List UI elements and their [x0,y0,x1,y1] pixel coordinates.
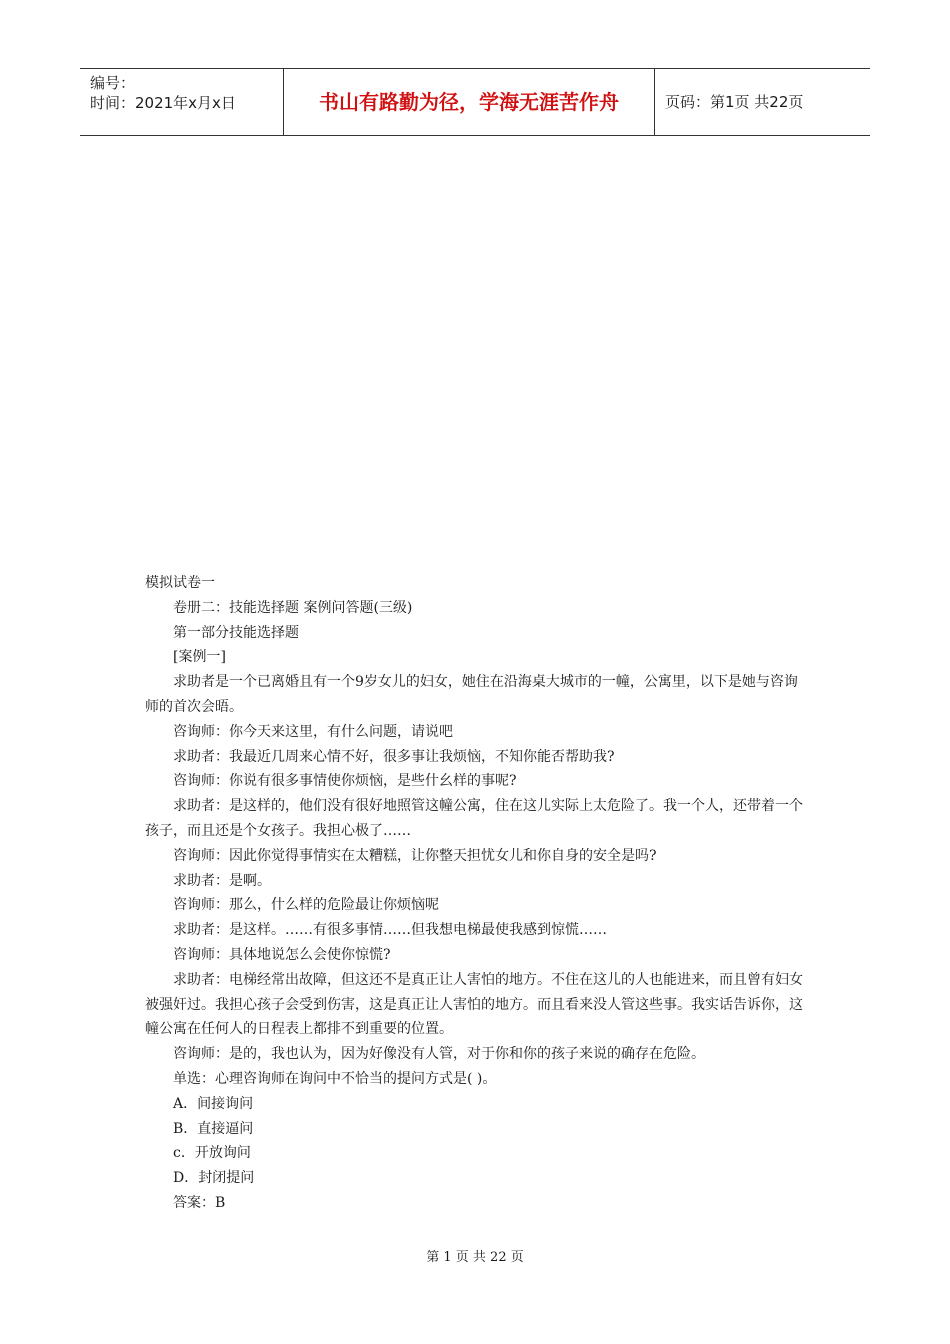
question-stem: 单选：心理咨询师在询问中不恰当的提问方式是( )。 [173,1070,497,1087]
paragraph: 求助者：是这样。……有很多事情……但我想电梯最使我感到惊慌…… [173,922,607,939]
paragraph: 咨询师：那么，什么样的危险最让你烦恼呢 [173,897,439,914]
document-time-label: 时间：2021年x月x日 [90,94,236,112]
document-number-label: 编号： [90,74,136,92]
paragraph: 求助者：是啊。 [173,872,271,889]
document-title: 模拟试卷一 [145,575,215,591]
paragraph: 求助者：我最近几周来心情不好，很多事让我烦恼，不知你能否帮助我? [173,748,615,765]
paragraph: 咨询师：是的，我也认为，因为好像没有人管，对于你和你的孩子来说的确存在危险。 [173,1046,705,1063]
page-header [80,68,870,136]
paragraph: 咨询师：你今天来这里，有什么问题，请说吧 [173,723,453,740]
option-d: D．封闭提问 [173,1170,255,1187]
option-b: B．直接逼问 [173,1120,254,1137]
paragraph: 求助者是一个已离婚且有一个9岁女儿的妇女，她住在沿海桌大城市的一幢，公寓里，以下是她与咨询师的首次会晤。 [145,674,798,715]
paragraph: [案例一] [173,649,226,666]
header-motto: 书山有路勤为径，学海无涯苦作舟 [283,69,655,135]
paragraph: 求助者：电梯经常出故障，但这还不是真正让人害怕的地方。不住在这儿的人也能进来，而且曾有妇女被强奸过。我担心孩子会受到伤害，这是真正让人害怕的地方。而且看来没人管这些事。我实话告诉你，这幢公寓在任何人的日程表上都排不到重要的位置。 [145,971,803,1038]
paragraph: 求助者：是这样的，他们没有很好地照管这幢公寓，住在这儿实际上太危险了。我一个人，还带着一个孩子，而且还是个女孩子。我担心极了…… [145,798,803,839]
answer-line: 答案：B [173,1194,226,1211]
header-meta [80,69,283,135]
paragraph: 咨询师：具体地说怎么会使你惊慌? [173,946,391,963]
option-c: c．开放询问 [173,1145,251,1162]
header-page-info: 页码：第1页 共22页 [665,93,804,111]
paragraph: 咨询师：你说有很多事情使你烦恼，是些什幺样的事呢? [173,773,517,790]
option-a: A．间接询问 [173,1095,254,1112]
paragraph: 第一部分技能选择题 [173,624,299,641]
page-footer: 第 1 页 共 22 页 [426,1250,524,1265]
paragraph: 咨询师：因此你觉得事情实在太糟糕，让你整天担忧女儿和你自身的安全是吗? [173,847,657,864]
paragraph: 卷册二：技能选择题 案例问答题(三级) [173,599,413,616]
document-body [145,571,810,1216]
